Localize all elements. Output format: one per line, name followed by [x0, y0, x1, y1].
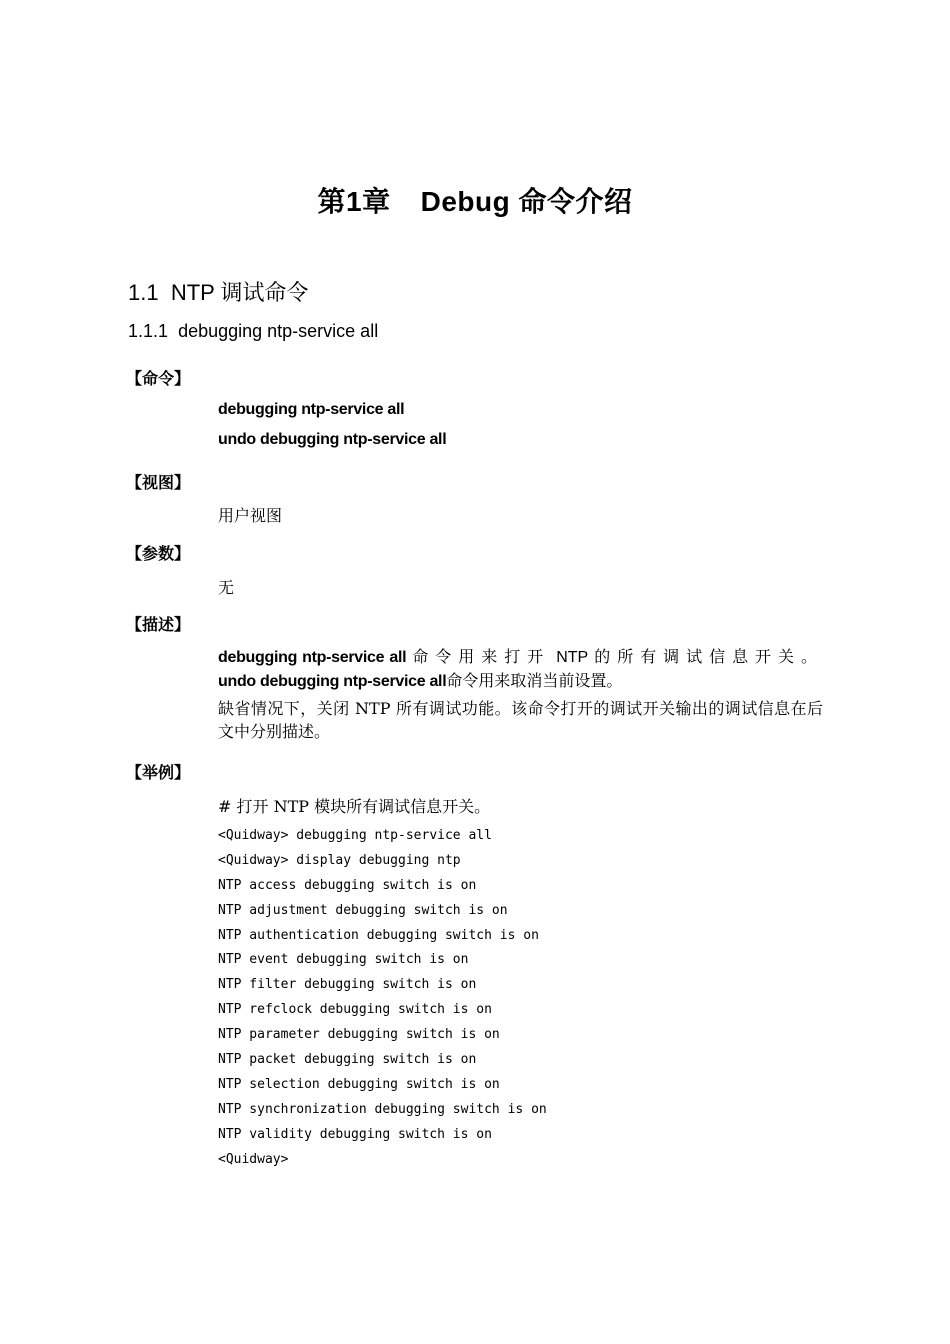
- description-paragraph-2: 缺省情况下，关闭 NTP 所有调试功能。该命令打开的调试开关输出的调试信息在后文中分别描述。: [218, 699, 823, 741]
- section-heading: [128, 276, 309, 307]
- label-example: 【举例】: [126, 763, 191, 782]
- code-line: NTP selection debugging switch is on: [218, 1076, 500, 1092]
- command-line: debugging ntp-service all: [218, 401, 405, 418]
- chapter-number: 第1章: [317, 186, 391, 217]
- label-command: 【命令】: [126, 369, 191, 388]
- code-line: NTP refclock debugging switch is on: [218, 1002, 492, 1018]
- code-line: <Quidway>: [218, 1151, 289, 1167]
- example-code-block: [218, 826, 547, 1174]
- view-text: 用户视图: [218, 506, 283, 525]
- label-description: 【描述】: [126, 615, 191, 634]
- description-paragraph-1: debugging ntp-service all 命令用来打开 NTP 的所有调试信息开关。 undo debugging ntp-service all命令用来取消当前设置。: [218, 647, 823, 690]
- description-command: undo debugging ntp-service all: [218, 673, 447, 690]
- chapter-heading: Debug 命令介绍: [420, 186, 633, 217]
- example-comment: # 打开 NTP 模块所有调试信息开关。: [218, 797, 491, 816]
- code-line: NTP validity debugging switch is on: [218, 1126, 492, 1142]
- params-text: 无: [218, 578, 235, 597]
- code-line: NTP adjustment debugging switch is on: [218, 902, 508, 918]
- section-title: NTP 调试命令: [170, 280, 309, 305]
- code-line: NTP event debugging switch is on: [218, 952, 469, 968]
- description-command: debugging ntp-service all: [218, 649, 407, 666]
- code-line: NTP parameter debugging switch is on: [218, 1027, 500, 1043]
- code-line: NTP access debugging switch is on: [218, 877, 477, 893]
- label-params: 【参数】: [126, 544, 191, 563]
- chapter-title: [0, 180, 950, 220]
- code-line: NTP synchronization debugging switch is on: [218, 1101, 547, 1117]
- command-line: undo debugging ntp-service all: [218, 431, 447, 448]
- label-view: 【视图】: [126, 473, 191, 492]
- code-line: NTP authentication debugging switch is on: [218, 927, 539, 943]
- subsection-number: 1.1.1: [128, 321, 169, 341]
- subsection-heading: [128, 321, 378, 342]
- code-line: <Quidway> display debugging ntp: [218, 852, 461, 868]
- subsection-title: debugging ntp-service all: [178, 321, 379, 341]
- code-line: <Quidway> debugging ntp-service all: [218, 828, 492, 843]
- code-line: NTP filter debugging switch is on: [218, 977, 477, 993]
- section-number: 1.1: [128, 280, 159, 305]
- code-line: NTP packet debugging switch is on: [218, 1052, 477, 1068]
